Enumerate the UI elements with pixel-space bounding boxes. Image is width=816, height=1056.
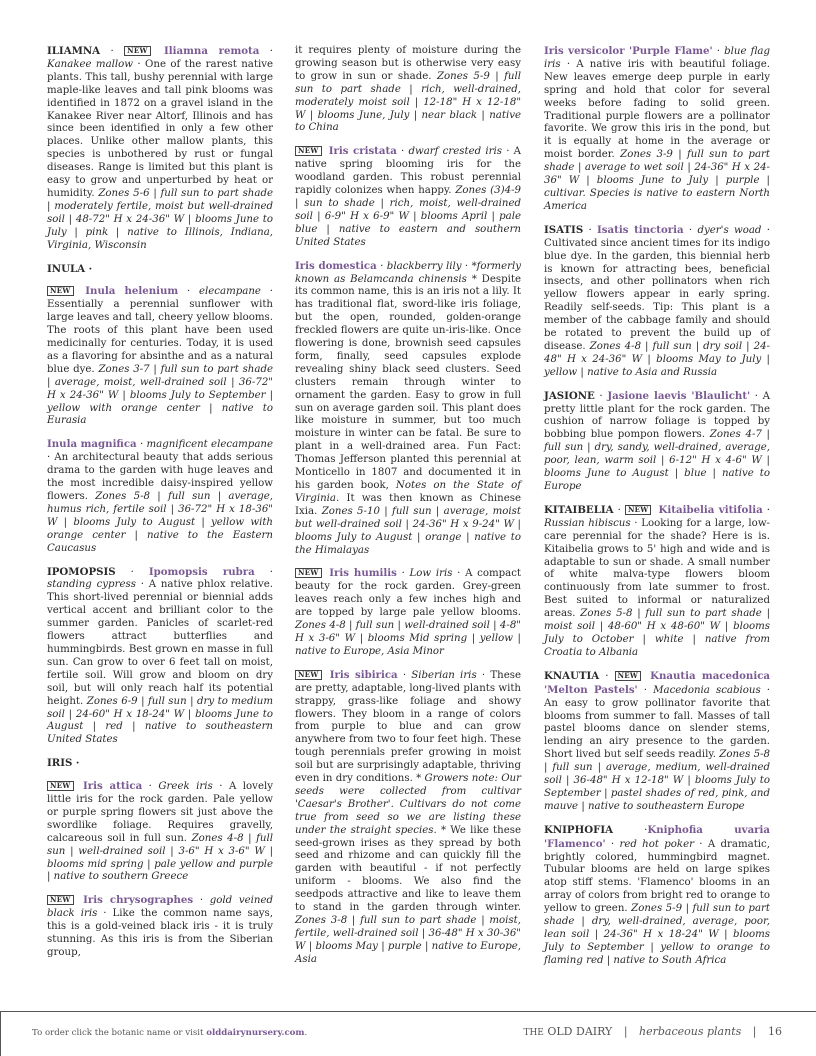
description: A pretty little plant for the rock garden. The cushion of narrow foliage is topped by bobbing blue pompon flowers. (544, 390, 771, 441)
column-1 (47, 45, 273, 970)
growers-note: * Growers note: Our seeds were collected from cultivar 'Caesar's Brother'. Cultivars do not come true from seed so we are listing these under the straight species. * (295, 773, 521, 836)
botanical-name-link[interactable]: Iris humilis (329, 567, 397, 580)
growing-specs: Zones 3-9 | full sun to part shade | average to wet soil | 24-36" H x 24-36" W | blooms June to July | purple | cultivar. Species is native to eastern North America (544, 149, 770, 212)
botanical-name-link[interactable]: Iris domestica (295, 259, 377, 272)
genus-heading-iris: IRIS · (47, 757, 80, 770)
brand-name: OLD DAIRY (547, 1025, 613, 1038)
website-link[interactable]: olddairynursery.com (206, 1028, 305, 1038)
new-badge: NEW (47, 781, 74, 791)
growing-specs: Zones 5-9 | full sun to part shade | dry, well-drained, average, poor, lean soil | 24-36" H x 18-24" W | blooms July to September | yellow to orange to flaming red | native to South Africa (544, 903, 770, 966)
growing-specs: Zones 4-7 | full sun | dry, sandy, well-drained, average, poor, lean, warm soil | 6-12" H x 4-6" W | blooms June to August | blue | native to Europe (544, 429, 770, 492)
new-badge: NEW (47, 895, 74, 905)
entry-iris-versicolor: Iris versicolor 'Purple Flame' · blue flag iris · A native iris with beautiful foliage. New leaves emerge deep purple in early spring and hold that color for several weeks before fading to solid green. Traditional purple flowers are a pollinator favorite. We grow this iris in the pond, but it is equally at home in the average or moist border. Zones 3-9 | full sun to part shade | average to wet soil | 24-36" H x 24-36" W | blooms June to July | purple | cultivar. Species is native to eastern North America (544, 45, 771, 212)
growing-specs: Zones 5-9 | full sun to part shade | rich, well-drained, moderately moist soil | 12-18" H x 12-18" W | blooms June, July | near black | native to China (295, 70, 521, 134)
description: A dramatic, brightly colored, hummingbird magnet. Tubular blooms are held on large spikes atop stiff stems. 'Flamenco' blooms in an array of colors from bright red to orange to yellow to green. (544, 838, 770, 915)
botanical-name-link[interactable]: Iris versicolor 'Purple Flame' (544, 45, 713, 57)
entry-iris-attica: NEW Iris attica · Greek iris · A lovely little iris for the rock garden. Pale yellow or purple spring flowers sit just above the swordlike foliage. Requires gravelly, calcareous soil in full sun. Zones 4-8 | full sun | well-drained soil | 3-6" H x 3-6" W | blooms mid spring | pale yellow and purple | native to southern Greece (47, 780, 273, 883)
genus-heading: JASIONE (544, 389, 595, 402)
new-badge: NEW (625, 505, 652, 515)
order-text: To order click the botanic name or visit (32, 1028, 204, 1038)
common-name: Low iris (409, 568, 453, 580)
common-name: Macedonia scabious (653, 684, 761, 696)
entry-ipomopsis-rubra: IPOMOPSIS · Ipomopsis rubra · standing cypress · A native phlox relative. This short-lived perennial or biennial adds vertical accent and brilliant color to the summer garden. Panicles of scarlet-red flowers attract butterflies and hummingbirds. Best grown en masse in full sun. Can grow to over 6 feet tall on moist, fertile soil. Will grow and bloom on dry soil, but will only reach half its potential height. Zones 6-9 | full sun | dry to medium soil | 24-60" H x 18-24" W | blooms June to August | red | native to southeastern United States (47, 565, 274, 746)
description-continued: We like these seed-grown irises as they spread by both seed and rhizome and can quickly fill the garden with beautiful - if not perfectly uniform - blooms. We also find the seedpods attractive and like to leave them to stand in the garden through winter. (295, 824, 521, 914)
entry-iris-chrysographes-continued (295, 45, 521, 135)
common-name: Kanakee mallow (47, 58, 134, 70)
botanical-name-link[interactable]: Kitaibelia vitifolia (658, 503, 763, 516)
botanical-name-link[interactable]: Iris chrysographes (83, 894, 194, 907)
section-name: herbaceous plants (639, 1025, 742, 1038)
order-note (32, 1028, 307, 1038)
description: An architectural beauty that adds serious drama to the garden with huge leaves and the most incredible daisy-inspired yellow flowers. (47, 452, 273, 502)
description: Cultivated since ancient times for its indigo blue dye. In the garden, this biennial herb is known for attracting bees, beneficial insects, and other pollinators when rich yellow flowers appear in early spring. Readily self-seeds. Tip: This plant is a member of the cabbage family and should be rotated to prevent the build up of disease. (544, 237, 770, 352)
genus-heading: IPOMOPSIS (47, 565, 116, 578)
common-name: red hot poker (619, 838, 694, 850)
description: A compact beauty for the rock garden. Grey-green leaves reach only a few inches high and are topped by large pale yellow blooms. (295, 568, 522, 619)
common-name: magnificent elecampane (146, 439, 273, 451)
growing-specs: Zones (3)4-9 | sun to shade | rich, moist, well-drained soil | 6-9" H x 6-9" W | blooms April | pale blue | native to eastern and southern United States (295, 185, 521, 248)
growing-specs: Zones 5-8 | full sun | average, humus rich, fertile soil | 36-72" H x 18-36" W | blooms July to August | yellow with orange center | native to the Eastern Caucasus (47, 491, 273, 554)
description: Despite its common name, this is an iris not a lily. It has traditional flat, sword-like iris foliage, but the open, rounded, golden-orange freckled flowers are quite un-iris-like. Once flowering is done, brownish seed capsules form, finally, seed capsules explode revealing shiny black seed clusters. Seed clusters remain through winter to ornament the garden. Easy to grow in full sun on average garden soil. This plant does like moisture in summer, but too much moisture in winter can be fatal. Be sure to plant in a well-drained area. Fun Fact: Thomas Jefferson planted this perennial at Monticello in 1807 and documented it in his garden book, (295, 273, 521, 491)
entry-knautia-macedonica: KNAUTIA · NEW Knautia macedonica 'Melton Pastels' · Macedonia scabious · An easy to grow pollinator favorite that blooms from summer to fall. Masses of tall pastel blooms dance on slender stems, lending an airy presence to the garden. Short lived but self seeds readily. Zones 5-8 | full sun | average, medium, well-drained soil | 36-48" H x 12-18" W | blooms July to September | pastel shades of red, pink, and mauve | native to southeastern Europe (544, 669, 770, 812)
footer-brand (523, 1025, 782, 1038)
description: A native spring blooming iris for the woodland garden. This robust perennial rapidly colonizes when happy. (295, 146, 522, 197)
genus-heading: ILIAMNA (47, 45, 101, 57)
genus-heading: KNAUTIA (544, 669, 600, 682)
botanical-name-link[interactable]: Iris cristata (328, 145, 397, 158)
common-name: standing cypress (47, 579, 136, 591)
growing-specs: Zones 3-7 | full sun to part shade | average, moist, well-drained soil | 36-72" H x 24-36" W | blooms July to September | yellow with orange center | native to Eurasia (47, 363, 273, 427)
description: Like the common name says, this is a gold-veined black iris - it is truly stunning. As this iris is from the Siberian group, (47, 908, 273, 958)
botanical-name-link[interactable]: Iliamna remota (164, 45, 260, 57)
botanical-name-link[interactable]: Kniphofia uvaria 'Flamenco' (544, 823, 771, 850)
common-name: Russian hibiscus (544, 517, 631, 529)
growing-specs: Zones 3-8 | full sun to part shade | moist, fertile, well-drained soil | 36-48" H x 30-36" W | blooms May | purple | native to Europe, Asia (295, 915, 521, 965)
description: One of the rarest native plants. This tall, bushy perennial with large maple-like leaves and tall pink blooms was identified in 1872 on a gravel island in the Kanakee River near Altorf, Illinois and has since been identified in only a few other places. Unlike other mallow plants, this species is unbothered by rust or fungal diseases. Range is limited but this plant is easy to grow and unperturbed by heat or humidity. (47, 58, 273, 199)
column-3 (544, 45, 770, 978)
entry-iliamna-remota: ILIAMNA · NEW Iliamna remota · Kanakee mallow · One of the rarest native plants. This tall, bushy perennial with large maple-like leaves and tall pink blooms was identified in 1872 on a gravel island in the Kanakee River near Altorf, Illinois and has since been identified in only a few other places. Unlike other mallow plants, this species is unbothered by rust or fungal diseases. Range is limited but this plant is easy to grow and unperturbed by heat or humidity. Zones 5-6 | full sun to part shade | moderately fertile, moist but well-drained soil | 48-72" H x 24-36" W | blooms June to July | pink | native to Illinois, Indiana, Virginia, Wisconsin (47, 45, 273, 251)
entry-kniphofia-uvaria: KNIPHOFIA ·Kniphofia uvaria 'Flamenco' · red hot poker · A dramatic, brightly colored, hummingbird magnet. Tubular blooms are held on large spikes atop stiff stems. 'Flamenco' blooms in an array of colors from bright red to orange to yellow to green. Zones 5-9 | full sun to part shade | dry, well-drained, average, poor, lean soil | 24-36" H x 18-24" W | blooms July to September | yellow to orange to flaming red | native to South Africa (544, 823, 771, 966)
entry-iris-humilis: NEW Iris humilis · Low iris · A compact beauty for the rock garden. Grey-green leaves reach only a few inches high and are topped by large pale yellow blooms. Zones 4-8 | full sun | well-drained soil | 4-8" H x 3-6" W | blooms Mid spring | yellow | native to Europe, Asia Minor (295, 567, 522, 657)
entry-kitaibelia-vitifolia: KITAIBELIA · NEW Kitaibelia vitifolia · Russian hibiscus · Looking for a large, low-care perennial for the shade? Here is is. Kitaibelia grows to 5' high and wide and is adaptable to sun or shade. A small number of white malva-type flowers bloom continuously from late summer to frost. Best suited to informal or naturalized areas. Zones 5-8 | full sun to part shade | moist soil | 48-60" H x 48-60" W | blooms July to October | white | native from Croatia to Albania (544, 503, 770, 658)
new-badge: NEW (615, 671, 642, 681)
order-period: . (304, 1028, 308, 1038)
footer-left-rule (0, 1011, 1, 1056)
entry-iris-domestica: Iris domestica · blackberry lily · *formerly known as Belamcanda chinensis * Despite its common name, this is an iris not a lily. It has traditional flat, sword-like iris foliage, but the open, rounded, golden-orange freckled flowers are quite un-iris-like. Once flowering is done, brownish seed capsules form, finally, seed capsules explode revealing shiny black seed clusters. Seed clusters remain through winter to ornament the garden. Easy to grow in full sun on average garden soil. This plant does like moisture in summer, but too much moisture in winter can be fatal. Be sure to plant in a well-drained area. Fun Fact: Thomas Jefferson planted this perennial at Monticello in 1807 and documented it in his garden book, Notes on the State of Virginia. It was then known as Chinese Ixia. Zones 5-10 | full sun | average, moist but well-drained soil | 24-36" H x 9-24" W | blooms July to August | orange | native to the Himalayas (295, 259, 522, 556)
growing-specs: Zones 6-9 | full sun | dry to medium soil | 24-60" H x 18-24" W | blooms June to August | red | native to southeastern United States (47, 695, 273, 746)
botanical-name-link[interactable]: Isatis tinctoria (597, 223, 684, 236)
common-name: blackberry lily (386, 260, 462, 272)
botanical-name-link[interactable]: Iris attica (82, 780, 143, 793)
growing-specs: Zones 5-6 | full sun to part shade | moderately fertile, moist but well-drained soil | 48-72" H x 24-36" W | blooms June to July | pink | native to Illinois, Indiana, Virginia, Wisconsin (47, 187, 273, 251)
genus-heading-inula: INULA · (47, 262, 93, 275)
growing-specs: Zones 4-8 | full sun | well-drained soil | 3-6" H x 3-6" W | blooms mid spring | pale yellow and purple | native to southern Greece (47, 832, 273, 883)
description: A native phlox relative. This short-lived perennial or biennial adds vertical accent and brilliant color to the summer garden. Panicles of scarlet-red flowers attract butterflies and hummingbirds. Best grown en masse in full sun. Can grow to over 6 feet tall on moist, fertile soil. Will grow and bloom on dry soil, but will only reach half its potential height. (47, 579, 274, 707)
common-name: gold veined black iris (47, 895, 273, 920)
description: These are pretty, adaptable, long-lived plants with strappy, grass-like foliage and showy flowers. They bloom in a range of colors from purple to blue and can grow anywhere from two to four feet high. These tough perennials prefer growing in moist soil but are surprisingly adaptable, thriving even in dry conditions. (295, 669, 522, 785)
footer-divider (0, 1011, 816, 1012)
common-name: dwarf crested iris (408, 146, 502, 158)
new-badge: NEW (124, 46, 151, 56)
description-end: . It was then known as Chinese Ixia. (295, 492, 521, 517)
botanical-name-link[interactable]: Jasione laevis 'Blaulicht' (607, 389, 751, 402)
new-badge: NEW (295, 146, 322, 156)
book-title: Notes on the State of Virginia (295, 480, 521, 504)
new-badge: NEW (295, 670, 322, 680)
growing-specs: Zones 5-10 | full sun | average, moist but well-drained soil | 24-36" H x 9-24" W | blooms July to August | orange | native to the Himalayas (295, 505, 521, 556)
common-name: elecampane (198, 286, 261, 298)
formerly-known-note: *formerly known as Belamcanda chinensis * (295, 260, 522, 285)
growing-specs: Zones 4-8 | full sun | well-drained soil | 4-8" H x 3-6" W | blooms Mid spring | yellow | native to Europe, Asia Minor (295, 620, 521, 657)
entry-inula-magnifica: Inula magnifica · magnificent elecampane · An architectural beauty that adds serious drama to the garden with huge leaves and the most incredible daisy-inspired yellow flowers. Zones 5-8 | full sun | average, humus rich, fertile soil | 36-72" H x 18-36" W | blooms July to August | yellow with orange center | native to the Eastern Caucasus (47, 438, 273, 554)
growing-specs: Zones 5-8 | full sun to part shade | moist soil | 48-60" H x 48-60" W | blooms July to October | white | native from Croatia to Albania (544, 608, 770, 658)
description: A native iris with beautiful foliage. New leaves emerge deep purple in early spring and hold that color for several weeks before fading to solid green. Traditional purple flowers are a pollinator favorite. We grow this iris in the pond, but it is equally at home in the average or moist border. (544, 58, 770, 161)
botanical-name-link[interactable]: Knautia macedonica 'Melton Pastels' (544, 669, 770, 696)
botanical-name-link[interactable]: Inula helenium (85, 285, 179, 298)
common-name: blue flag iris (544, 46, 771, 70)
new-badge: NEW (295, 568, 322, 578)
botanical-name-link[interactable]: Ipomopsis rubra (148, 565, 255, 578)
new-badge: NEW (47, 286, 74, 296)
description: An easy to grow pollinator favorite that blooms from summer to fall. Masses of tall pastel blooms dance on slender stems, lending an airy presence to the garden. Short lived but self seeds readily. (544, 697, 770, 761)
page-number: 16 (768, 1025, 782, 1038)
common-name: Siberian iris (411, 669, 477, 681)
growing-specs: Zones 5-8 | full sun | average, medium, well-drained soil | 36-48" H x 12-18" W | blooms July to September | pastel shades of red, pink, and mauve | native to southeastern Europe (544, 749, 770, 812)
botanical-name-link[interactable]: Inula magnifica (47, 438, 137, 451)
genus-heading: KITAIBELIA (544, 503, 614, 516)
description: Essentially a perennial sunflower with large leaves and tall, cheery yellow blooms. The roots of this plant have been used medicinally for centuries. Today, it is used as a flavoring for absinthe and as a natural blue dye. (47, 299, 273, 375)
entry-inula-helenium: NEW Inula helenium · elecampane · Essentially a perennial sunflower with large leaves and tall, cheery yellow blooms. The roots of this plant have been used medicinally for centuries. Today, it is used as a flavoring for absinthe and as a natural blue dye. Zones 3-7 | full sun to part shade | average, moist, well-drained soil | 36-72" H x 24-36" W | blooms July to September | yellow with orange center | native to Eurasia (47, 285, 273, 427)
common-name: Greek iris (158, 781, 213, 793)
description: it requires plenty of moisture during the growing season but is otherwise very easy to grow in sun or shade. (295, 45, 521, 82)
description: Looking for a large, low-care perennial for the shade? Here is is. Kitaibelia grows to 5' high and wide and is adaptable to sun or shade. A small number of white malva-type flowers bloom continuously from late summer to frost. Best suited to informal or naturalized areas. (544, 517, 770, 620)
botanical-name-link[interactable]: Iris sibirica (329, 668, 398, 681)
footer-separator: | (752, 1025, 757, 1038)
entry-jasione-laevis: JASIONE · Jasione laevis 'Blaulicht' · A pretty little plant for the rock garden. The cushion of narrow foliage is topped by bobbing blue pompon flowers. Zones 4-7 | full sun | dry, sandy, well-drained, average, poor, lean, warm soil | 6-12" H x 4-6" W | blooms June to August | blue | native to Europe (544, 389, 771, 492)
footer-separator: | (623, 1025, 628, 1038)
genus-heading: KNIPHOFIA (544, 823, 613, 836)
column-2 (295, 45, 521, 977)
entry-iris-sibirica: NEW Iris sibirica · Siberian iris · These are pretty, adaptable, long-lived plants with strappy, grass-like foliage and showy flowers. They bloom in a range of colors from purple to blue and can grow anywhere from two to four feet high. These tough perennials prefer growing in moist soil but are surprisingly adaptable, thriving even in dry conditions. * Growers note: Our seeds were collected from cultivar 'Caesar's Brother'. Cultivars do not come true from seed so we are listing these under the straight species. * We like these seed-grown irises as they spread by both seed and rhizome and can quickly fill the garden with beautiful - if not perfectly uniform - blooms. We also find the seedpods attractive and like to leave them to stand in the garden through winter. Zones 3-8 | full sun to part shade | moist, fertile, well-drained soil | 36-48" H x 30-36" W | blooms May | purple | native to Europe, Asia (295, 668, 522, 965)
brand-the: THE (523, 1028, 544, 1038)
entry-isatis-tinctoria: ISATIS · Isatis tinctoria · dyer's woad · Cultivated since ancient times for its indigo blue dye. In the garden, this biennial herb is known for attracting bees, beneficial insects, and other pollinators when rich yellow flowers appear in early spring. Readily self-seeds. Tip: This plant is a member of the cabbage family and should be rotated to prevent the build up of disease. Zones 4-8 | full sun | dry soil | 24-48" H x 24-36" W | blooms May to July | yellow | native to Asia and Russia (544, 223, 770, 378)
genus-heading: ISATIS (544, 223, 584, 236)
common-name: dyer's woad (697, 224, 762, 236)
entry-iris-chrysographes: NEW Iris chrysographes · gold veined black iris · Like the common name says, this is a gold-veined black iris - it is truly stunning. As this iris is from the Siberian group, (47, 894, 273, 958)
growing-specs: Zones 4-8 | full sun | dry soil | 24-48" H x 24-36" W | blooms May to July | yellow | native to Asia and Russia (544, 340, 770, 378)
entry-iris-cristata: NEW Iris cristata · dwarf crested iris · A native spring blooming iris for the woodland garden. This robust perennial rapidly colonizes when happy. Zones (3)4-9 | sun to shade | rich, moist, well-drained soil | 6-9" H x 6-9" W | blooms April | pale blue | native to eastern and southern United States (295, 145, 522, 248)
description: A lovely little iris for the rock garden. Pale yellow or purple spring flowers sit just above the swordlike foliage. Requires gravelly, calcareous soil in full sun. (47, 781, 273, 844)
